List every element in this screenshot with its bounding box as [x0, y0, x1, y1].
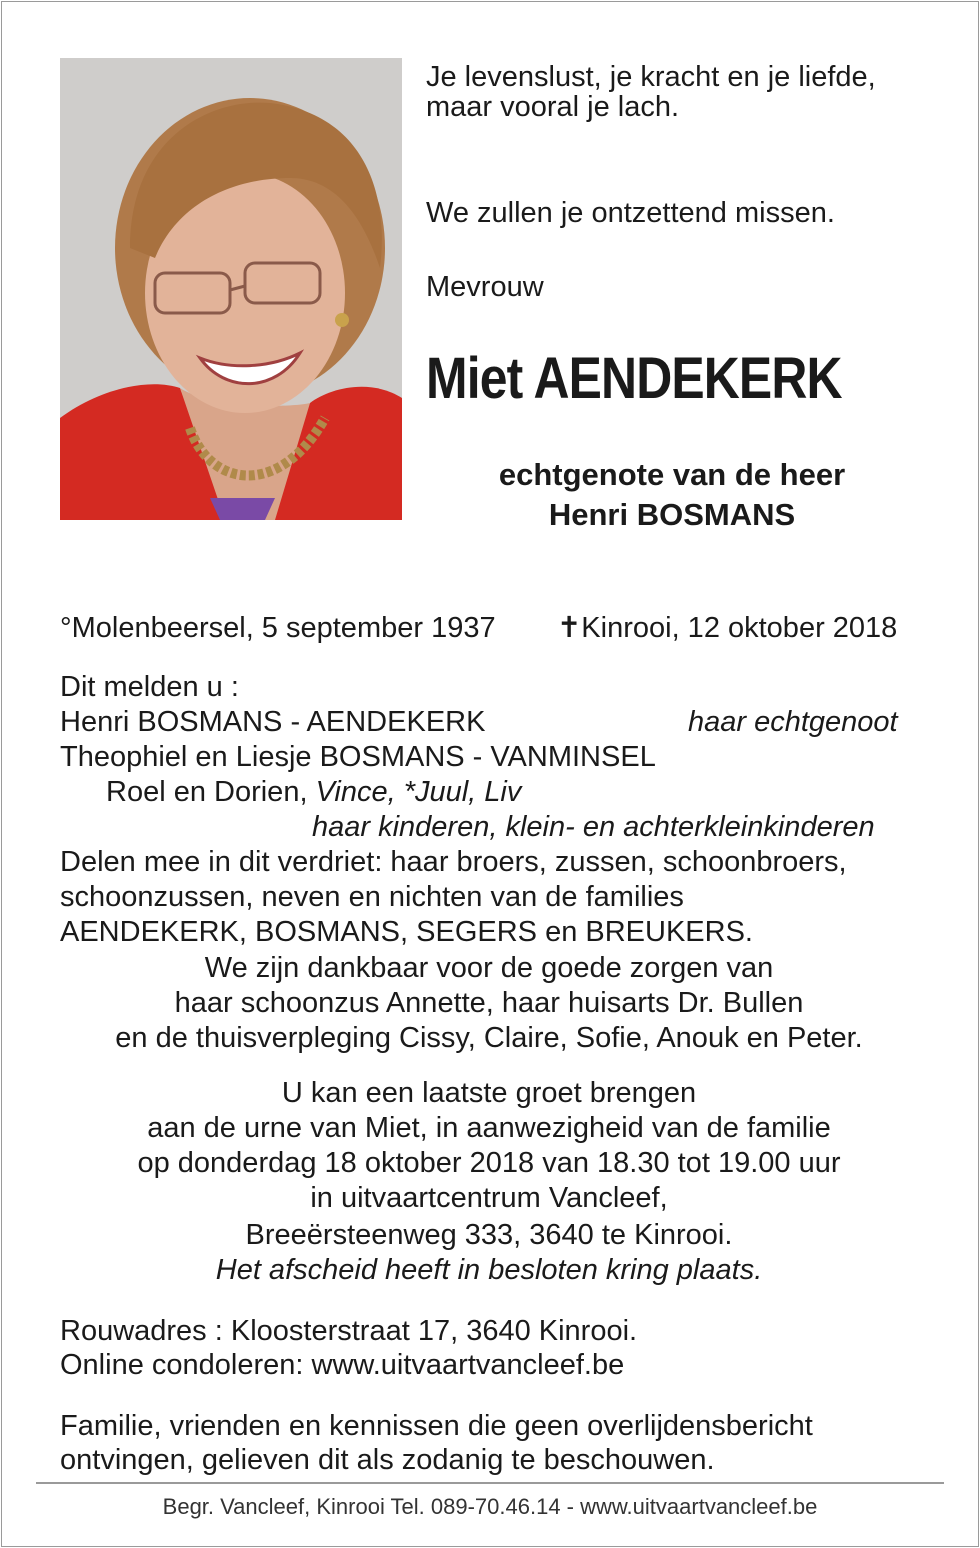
- family-share-line-2: schoonzussen, neven en nichten van de families: [60, 881, 684, 913]
- poem-line-2: maar vooral je lach.: [426, 91, 680, 123]
- family-children: Theophiel en Liesje BOSMANS - VANMINSEL: [60, 741, 656, 773]
- mourning-address: Rouwadres : Kloosterstraat 17, 3640 Kinrooi.: [60, 1315, 638, 1347]
- thanks-line-3: en de thuisverpleging Cissy, Claire, Sofie, Anouk en Peter.: [115, 1022, 863, 1054]
- farewell-line-2: aan de urne van Miet, in aanwezigheid van de familie: [147, 1112, 831, 1144]
- spouse-line-2: Henri BOSMANS: [548, 497, 796, 532]
- online-condolences: Online condoleren: www.uitvaartvancleef.be: [60, 1349, 625, 1381]
- family-grandchildren: [106, 775, 521, 809]
- portrait-photo: [60, 58, 402, 520]
- spouse-line-1: echtgenote van de heer: [498, 457, 846, 492]
- farewell-line-6: Het afscheid heeft in besloten kring plaats.: [215, 1254, 763, 1286]
- farewell-line-1: U kan een laatste groet brengen: [281, 1077, 697, 1109]
- family-share-line-1: Delen mee in dit verdriet: haar broers, zussen, schoonbroers,: [60, 846, 847, 878]
- notice-line-1: Familie, vrienden en kennissen die geen overlijdensbericht: [60, 1410, 813, 1442]
- farewell-line-5: Breeërsteenweg 333, 3640 te Kinrooi.: [245, 1219, 733, 1251]
- thanks-line-1: We zijn dankbaar voor de goede zorgen van: [204, 952, 774, 984]
- poem-line-3: We zullen je ontzettend missen.: [426, 197, 835, 229]
- grandchildren-names: Roel en Dorien,: [106, 776, 308, 808]
- farewell-line-3: op donderdag 18 oktober 2018 van 18.30 tot 19.00 uur: [137, 1147, 841, 1179]
- family-descendants-role: haar kinderen, klein- en achterkleinkinderen: [312, 811, 875, 843]
- footer-divider: [36, 1482, 944, 1484]
- family-husband: Henri BOSMANS - AENDEKERK: [60, 706, 486, 738]
- death-date: ✝Kinrooi, 12 oktober 2018: [557, 612, 898, 644]
- funeral-home-footer: Begr. Vancleef, Kinrooi Tel. 089-70.46.14 - www.uitvaartvancleef.be: [162, 1494, 818, 1519]
- family-share-line-3: AENDEKERK, BOSMANS, SEGERS en BREUKERS.: [60, 916, 753, 948]
- salutation: Mevrouw: [426, 271, 544, 303]
- farewell-line-4: in uitvaartcentrum Vancleef,: [310, 1182, 668, 1214]
- poem-line-1: Je levenslust, je kracht en je liefde,: [426, 61, 876, 93]
- thanks-line-2: haar schoonzus Annette, haar huisarts Dr. Bullen: [174, 987, 804, 1019]
- family-husband-role: haar echtgenoot: [688, 706, 898, 738]
- birth-date: °Molenbeersel, 5 september 1937: [60, 612, 496, 644]
- greatgrandchildren-names: Vince, *Juul, Liv: [315, 776, 522, 808]
- deceased-name: Miet AENDEKERK: [426, 346, 842, 411]
- family-intro: Dit melden u :: [60, 671, 239, 703]
- notice-line-2: ontvingen, gelieven dit als zodanig te beschouwen.: [60, 1444, 715, 1476]
